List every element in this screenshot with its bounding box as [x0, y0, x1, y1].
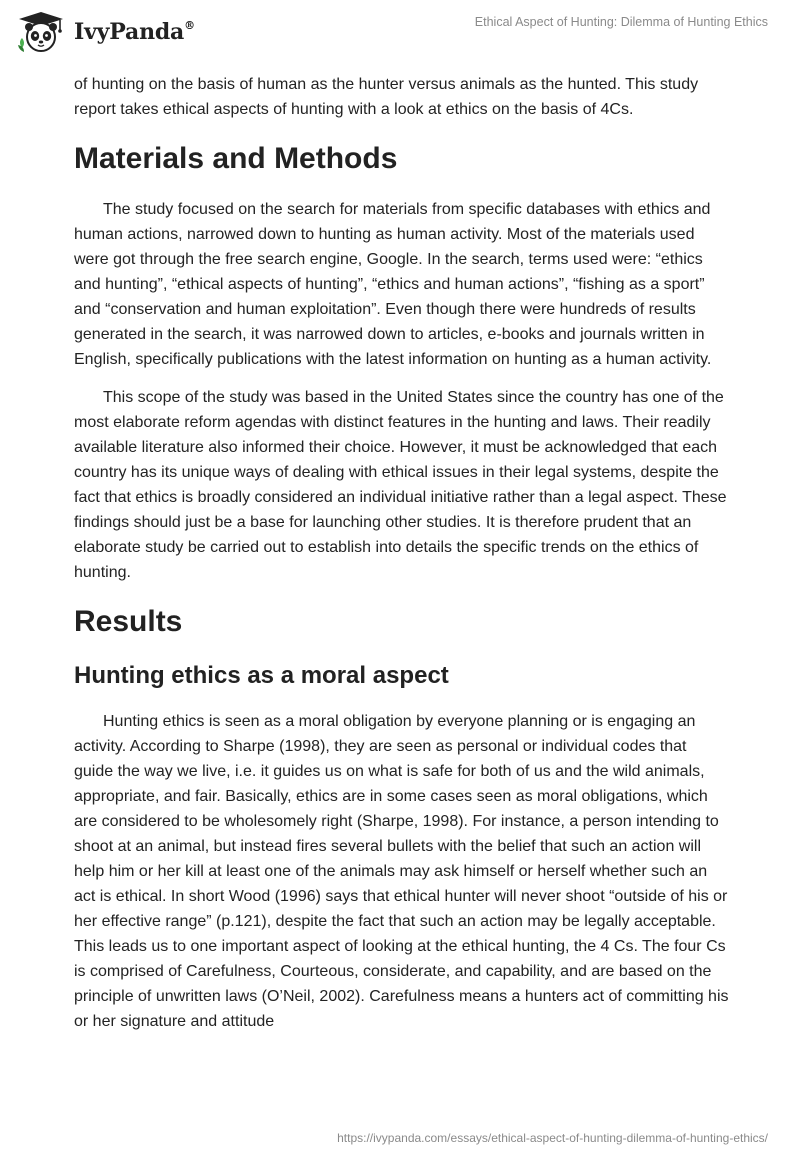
brand-name: IvyPanda®: [74, 18, 195, 45]
essay-content: [74, 72, 730, 1047]
page-header: [0, 0, 800, 64]
heading-materials-and-methods: Materials and Methods: [74, 142, 398, 175]
ivypanda-logo[interactable]: [16, 8, 195, 56]
document-title: Ethical Aspect of Hunting: Dilemma of Hunting Ethics: [474, 15, 768, 29]
results-paragraph-1: Hunting ethics is seen as a moral obligation by everyone planning or is engaging an activity. According to Sharpe (1998), they are seen as personal or individual codes that guide the way we live, i.e. it guides us on what is safe for both of us and the wild animals, appropriate, and fair. Basically, ethics are in some cases seen as moral obligations, which are considered to be wholesomely right (Sharpe, 1998). For instance, a person intending to shoot at an animal, but instead fires several bullets with the belief that such an action will help him or her kill at least one of the animals may ask himself or herself whether such an act is ethical. In short Wood (1996) says that ethical hunter will never shoot “outside of his or her effective range” (p.121), despite the fact that such an action may be legally acceptable. This leads us to one important aspect of looking at the ethical hunting, the 4 Cs. The four Cs is comprised of Carefulness, Courteous, considerate, and capability, and are based on the principle of unwritten laws (O’Neil, 2002). Carefulness means a hunters act of committing his or her signature and attitude: [74, 713, 729, 1030]
panda-icon: [16, 10, 66, 54]
materials-paragraph-1: The study focused on the search for materials from specific databases with ethics and human actions, narrowed down to hunting as human activity. Most of the materials used were got through the free search engine, Google. In the search, terms used were: “ethics and hunting”, “ethical aspects of hunting”, “ethics and human actions”, “fishing as a sport” and “conservation and human exploitation”. Even though there were hundreds of results generated in the search, it was narrowed down to articles, e-books and journals written in English, specifically publications with the latest information on hunting as a human activity.: [74, 201, 712, 368]
subheading-hunting-ethics: Hunting ethics as a moral aspect: [74, 662, 449, 689]
registered-mark: ®: [184, 18, 195, 32]
materials-paragraph-2: This scope of the study was based in the United States since the country has one of the most elaborate reform agendas with distinct features in the hunting and laws. Their readily available literature also informed their choice. However, it must be acknowledged that each country has its unique ways of dealing with ethical issues in their legal systems, despite the fact that ethics is broadly considered an individual initiative rather than a legal aspect. These findings should just be a base for launching other studies. It is therefore prudent that an elaborate study be carried out to establish into details the specific trends on the ethics of hunting.: [74, 389, 727, 581]
intro-paragraph: of hunting on the basis of human as the hunter versus animals as the hunted. This study report takes ethical aspects of hunting with a look at ethics on the basis of 4Cs.: [74, 76, 699, 118]
source-url[interactable]: https://ivypanda.com/essays/ethical-aspect-of-hunting-dilemma-of-hunting-ethics/: [337, 1131, 768, 1145]
heading-results: Results: [74, 605, 183, 638]
